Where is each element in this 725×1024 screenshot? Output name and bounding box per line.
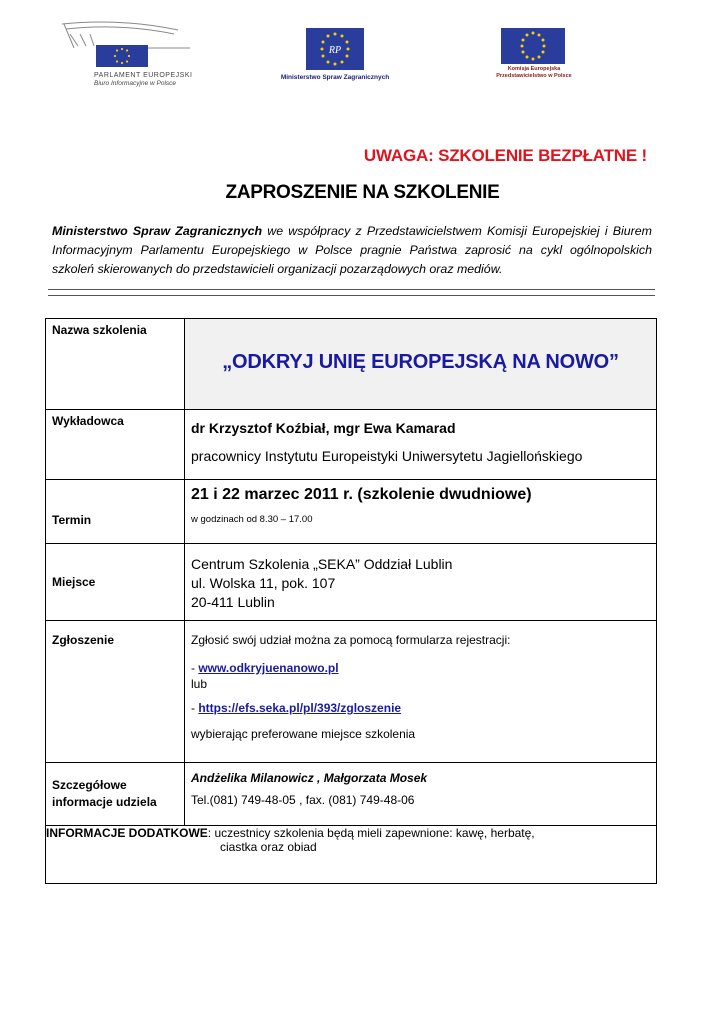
divider	[48, 295, 655, 296]
registration-label: Zgłoszenie	[46, 621, 185, 763]
course-name: „ODKRYJ UNIĘ EUROPEJSKĄ NA NOWO”	[222, 351, 619, 373]
place-line1: Centrum Szkolenia „SEKA” Oddział Lublin	[191, 556, 453, 572]
registration-link-website[interactable]: www.odkryjuenanowo.pl	[198, 661, 339, 675]
svg-text:RP: RP	[328, 45, 342, 56]
table-row	[46, 410, 657, 480]
eu-flag-rp-icon	[306, 28, 364, 70]
table-row	[46, 621, 657, 763]
place-cell	[185, 544, 657, 621]
table-row	[46, 763, 657, 826]
intro-organizer: Ministerstwo Spraw Zagranicznych	[52, 224, 263, 238]
place-line3: 20-411 Lublin	[191, 594, 275, 610]
additional-info-text-cont: ciastka oraz obiad	[220, 840, 317, 854]
contact-names: Andżelika Milanowicz , Małgorzata Mosek	[191, 771, 428, 785]
contact-phone: Tel.(081) 749-48-05 , fax. (081) 749-48-06	[191, 793, 415, 807]
msz-logo-caption: Ministerstwo Spraw Zagranicznych	[280, 74, 390, 81]
registration-link-form[interactable]: https://efs.seka.pl/pl/393/zgloszenie	[198, 701, 402, 715]
registration-option-1	[191, 661, 650, 675]
ke-caption-line2: Przedstawicielstwo w Polsce	[496, 73, 572, 79]
ke-caption-line1: Komisja Europejska	[507, 66, 561, 72]
training-place	[191, 555, 650, 612]
lecturer-affiliation: pracownicy Instytutu Europeistyki Uniwersytetu Jagiellońskiego	[191, 448, 583, 464]
intro-paragraph	[52, 222, 652, 279]
date-cell	[185, 480, 657, 544]
training-hours: w godzinach od 8.30 – 17.00	[191, 514, 313, 525]
page-title: ZAPROSZENIE NA SZKOLENIE	[225, 182, 500, 203]
place-label: Miejsce	[46, 544, 185, 621]
divider	[48, 289, 655, 290]
table-row	[46, 544, 657, 621]
place-line2: ul. Wolska 11, pok. 107	[191, 575, 336, 591]
course-name-label: Nazwa szkolenia	[46, 319, 185, 410]
free-training-notice: UWAGA: SZKOLENIE BEZPŁATNE !	[363, 146, 647, 165]
lecturer-names: dr Krzysztof Koźbiał, mgr Ewa Kamarad	[191, 420, 456, 436]
contact-cell	[185, 763, 657, 826]
msz-logo	[270, 26, 400, 86]
training-info-table	[45, 318, 657, 884]
european-parliament-logo	[60, 20, 200, 87]
course-name-cell	[185, 319, 657, 410]
ep-logo-subtitle: Biuro Informacyjne w Polsce	[94, 80, 177, 87]
list-dash: -	[191, 661, 199, 675]
table-row	[46, 319, 657, 410]
additional-info-text: : uczestnicy szkolenia będą mieli zapewnione: kawę, herbatę,	[207, 826, 535, 840]
contact-label-line1: Szczegółowe	[52, 778, 127, 792]
registration-cell	[185, 621, 657, 763]
registration-note: wybierając preferowane miejsce szkolenia	[191, 727, 416, 741]
lecturer-label: Wykładowca	[46, 410, 185, 480]
ep-logo-name: PARLAMENT EUROPEJSKI	[94, 72, 193, 79]
training-date: 21 i 22 marzec 2011 r. (szkolenie dwudniowe)	[191, 486, 532, 503]
table-row	[46, 826, 657, 884]
additional-info-label: INFORMACJE DODATKOWE	[46, 826, 208, 840]
contact-label	[46, 763, 185, 826]
ke-logo-caption	[480, 66, 588, 80]
intro-text: we współpracy z Przedstawicielstwem Komisji Europejskiej i Biurem Informacyjnym Parlamentu Europejskiego w Polsce pragnie Państwa zaprosić na cykl ogólnopolskich szkoleń skierowanych do przedstawicieli organizacji pozarządowych oraz mediów.	[52, 224, 653, 276]
date-label: Termin	[46, 480, 185, 544]
registration-or: lub	[191, 677, 208, 691]
table-row	[46, 480, 657, 544]
registration-option-2	[191, 701, 650, 715]
registration-text: Zgłosić swój udział można za pomocą formularza rejestracji:	[191, 633, 511, 647]
additional-info-cell	[46, 826, 657, 884]
european-commission-logo	[480, 26, 590, 86]
eu-flag-icon	[501, 28, 565, 64]
contact-label-line2: informacje udziela	[52, 795, 157, 809]
list-dash: -	[191, 701, 199, 715]
lecturer-cell	[185, 410, 657, 480]
